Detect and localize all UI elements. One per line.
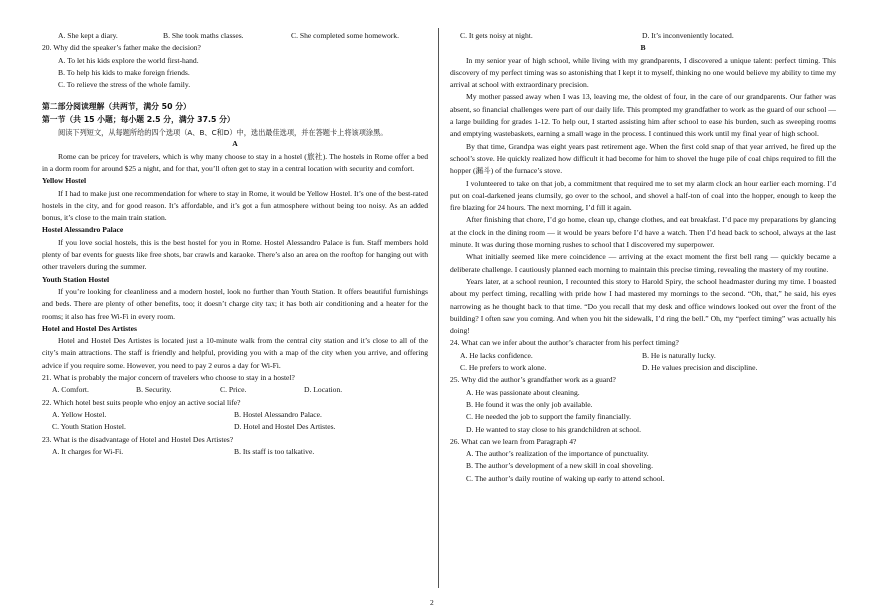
q25-option-c: C. He needed the job to support the family financially. (466, 412, 632, 422)
q23-options-row1 (42, 446, 428, 458)
q21-option-a: A. Comfort. (52, 385, 89, 395)
q22-options-row2 (42, 421, 428, 433)
passage-b-paragraph-2: My mother passed away when I was 13, leaving me, the oldest of four, in the care of our grandparents. Our father was absent, so financial challenges were part of our daily life. This prompted my grandfather to work as the guard of our school — a large building for grades 1-12. To help out, I started assisting him after school to ease his burden, such as sweeping rooms and emptying wastebaskets, earning a small wage in the process. I continued this work until my final year of high school. (450, 92, 836, 139)
hostel-1-name: Yellow Hostel (42, 176, 87, 186)
q19-option-b: B. She took maths classes. (163, 31, 244, 40)
q23-options-row2 (450, 30, 836, 42)
q25-option-b: B. He found it was the only job available. (466, 399, 593, 409)
q26-option-a: A. The author’s realization of the importance of punctuality. (466, 449, 649, 459)
q25-option-a: A. He was passionate about cleaning. (466, 387, 580, 397)
instructions: 阅读下列短文，从每题所给的四个选项（A、B、C和D）中，选出最佳选项，并在答题卡上将该项涂黑。 (58, 127, 388, 137)
q23-option-d: D. It’s inconveniently located. (642, 31, 734, 40)
q19-option-a: A. She kept a diary. (58, 31, 118, 40)
hostel-4-text: Hotel and Hostel Des Artistes is located just a 10-minute walk from the central city station and it’s close to all of the city’s main attractions. The staff is friendly and helpful, providing you with a map of the city when you arrive, and offering advice if you require some. However, you need to pay 2 euros a day for Wi-Fi. (42, 336, 428, 370)
q21-option-b: B. Security. (136, 385, 172, 395)
q26-stem: 26. What can we learn from Paragraph 4? (450, 436, 577, 446)
q26-option-b: B. The author’s development of a new skill in coal shoveling. (466, 461, 653, 471)
passage-b-paragraph-5: After finishing that chore, I’d go home, clean up, change clothes, and eat breakfast. I’d pace my preparations by glancing at the clock in the dining room — it would be years before I’d have a watch. Then I’d head back to school, always at the last minute. It was during those morning rushes to school that I discovered my superpower. (450, 215, 836, 250)
right-column (450, 30, 836, 485)
subsection-title: 第一节（共 15 小题；每小题 2.5 分，满分 37.5 分） (42, 115, 235, 125)
q23-option-b: B. Its staff is too talkative. (234, 446, 315, 456)
hostel-1-text: If I had to make just one recommendation for where to stay in Rome, it would be Yellow Hostel. It’s one of the best-rated hostels in the city, and for good reason. It’s affordable, and it’s got a fun atmosphere without being too noisy. As an added bonus, it’s close to the main train station. (42, 188, 428, 223)
hostel-2-name: Hostel Alessandro Palace (42, 225, 124, 235)
passage-a-label: A (232, 139, 238, 149)
q24-stem: 24. What can we infer about the author’s character from his perfect timing? (450, 338, 679, 348)
q22-option-a: A. Yellow Hostel. (52, 409, 107, 419)
q22-option-d: D. Hotel and Hostel Des Artistes. (234, 422, 336, 432)
q24-option-c: C. He prefers to work alone. (460, 363, 547, 373)
left-column (42, 30, 428, 458)
q21-stem: 21. What is probably the major concern of travelers who choose to stay in a hostel? (42, 373, 295, 383)
q24-options-row2 (450, 362, 836, 374)
q21-option-d: D. Location. (304, 385, 343, 395)
hostel-2-text: If you love social hostels, this is the best hostel for you in Rome. Hostel Alessandro Palace is fun. Staff members hold plenty of bar events for guests like free shots, bar crawls and karaoke. There’s also an area on the rooftop for hanging out with other travelers during the summer. (42, 237, 428, 272)
q22-stem: 22. Which hotel best suits people who enjoy an active social life? (42, 397, 241, 407)
q21-option-c: C. Price. (220, 385, 247, 395)
passage-b-paragraph-6: What initially seemed like mere coincidence — arriving at the exact moment the first bell rang — quickly became a deliberate challenge. I cautiously planned each morning to maintain this precise timing, revealing the mastery of my routine. (450, 252, 836, 274)
hostel-4-name: Hotel and Hostel Des Artistes (42, 323, 137, 333)
q23-option-a: A. It charges for Wi-Fi. (52, 446, 124, 456)
q21-options (42, 384, 428, 396)
q24-option-d: D. He values precision and discipline. (642, 363, 758, 373)
q24-option-b: B. He is naturally lucky. (642, 350, 716, 360)
passage-b-paragraph-4: I volunteered to take on that job, a commitment that required me to set my alarm clock an hour earlier each morning. I’d put on coal-darkened jeans clumsily, go over to the school, and shovel a half-ton of coal into the hopper, enough to keep the fire blazing for 24 hours. The next morning, I’d fill it again. (450, 178, 836, 213)
hostel-3-name: Youth Station Hostel (42, 274, 110, 284)
q24-option-a: A. He lacks confidence. (460, 350, 533, 360)
page-number: 2 (430, 598, 434, 607)
q19-option-c: C. She completed some homework. (291, 31, 399, 40)
q19-options (42, 30, 428, 42)
q22-option-b: B. Hostel Alessandro Palace. (234, 409, 322, 419)
q20-option-b: B. To help his kids to make foreign friends. (58, 67, 190, 77)
passage-a-intro: Rome can be pricey for travelers, which is why many choose to stay in a hostel (旅社). The hostels in Rome offer a bed in a dorm room for around $25 a night, and for that, you’ll often get to stay in a central location with security and comfort. (42, 151, 428, 173)
section-title: 第二部分阅读理解（共两节，满分 50 分） (42, 102, 191, 112)
q23-option-c: C. It gets noisy at night. (460, 31, 533, 40)
q25-option-d: D. He wanted to stay close to his grandchildren at school. (466, 424, 642, 434)
passage-b-label: B (640, 43, 646, 53)
q20-option-a: A. To let his kids explore the world first-hand. (58, 55, 199, 65)
q20-option-c: C. To relieve the stress of the whole family. (58, 80, 191, 90)
q25-stem: 25. Why did the author’s grandfather work as a guard? (450, 375, 616, 385)
q26-option-c: C. The author’s daily routine of waking up early to attend school. (466, 473, 665, 483)
column-divider (438, 28, 439, 588)
passage-b-paragraph-7: Years later, at a school reunion, I recounted this story to Harold Spiry, the school headmaster during my time. I boasted about my perfect timing, recalling with pride how I had mastered my mornings to the second. “Oh, that,” he said, his eyes narrowing as he thought back to that time. “Do you recall that my desk and office windows looked out over the front of the building? I often saw you coming. And when you hit the sidewalk, I’d ring the bell.” Oh, my “perfect timing” was actually his doing! (450, 276, 836, 336)
hostel-3-text: If you’re looking for cleanliness and a modern hostel, look no further than Youth Station. It offers beautiful furnishings and beds. There are plenty of other benefits, too; it doesn’t charge city tax; it has both air conditioning and a heater for the rooms; it also has free Wi-Fi in every room. (42, 286, 428, 321)
q20-stem: 20. Why did the speaker’s father make the decision? (42, 43, 201, 53)
q22-option-c: C. Youth Station Hostel. (52, 422, 126, 432)
q24-options-row1 (450, 350, 836, 362)
q22-options-row1 (42, 409, 428, 421)
passage-b-paragraph-1: In my senior year of high school, while living with my grandparents, I discovered a unique talent: perfect timing. This discovery of my perfect timing was so astonishing that I kept it to myself, thinking no one would believe my ability to time my arrival at school with extraordinary precision. (450, 55, 836, 90)
passage-b-paragraph-3: By that time, Grandpa was eight years past retirement age. When the first cold snap of that year arrived, he fired up the school’s stove. He quickly realized how difficult it had become for him to shovel the huge pile of coal chips required to fill the hopper (漏斗) of the furnace’s stove. (450, 141, 836, 176)
q23-stem: 23. What is the disadvantage of Hotel and Hostel Des Artistes? (42, 434, 234, 444)
